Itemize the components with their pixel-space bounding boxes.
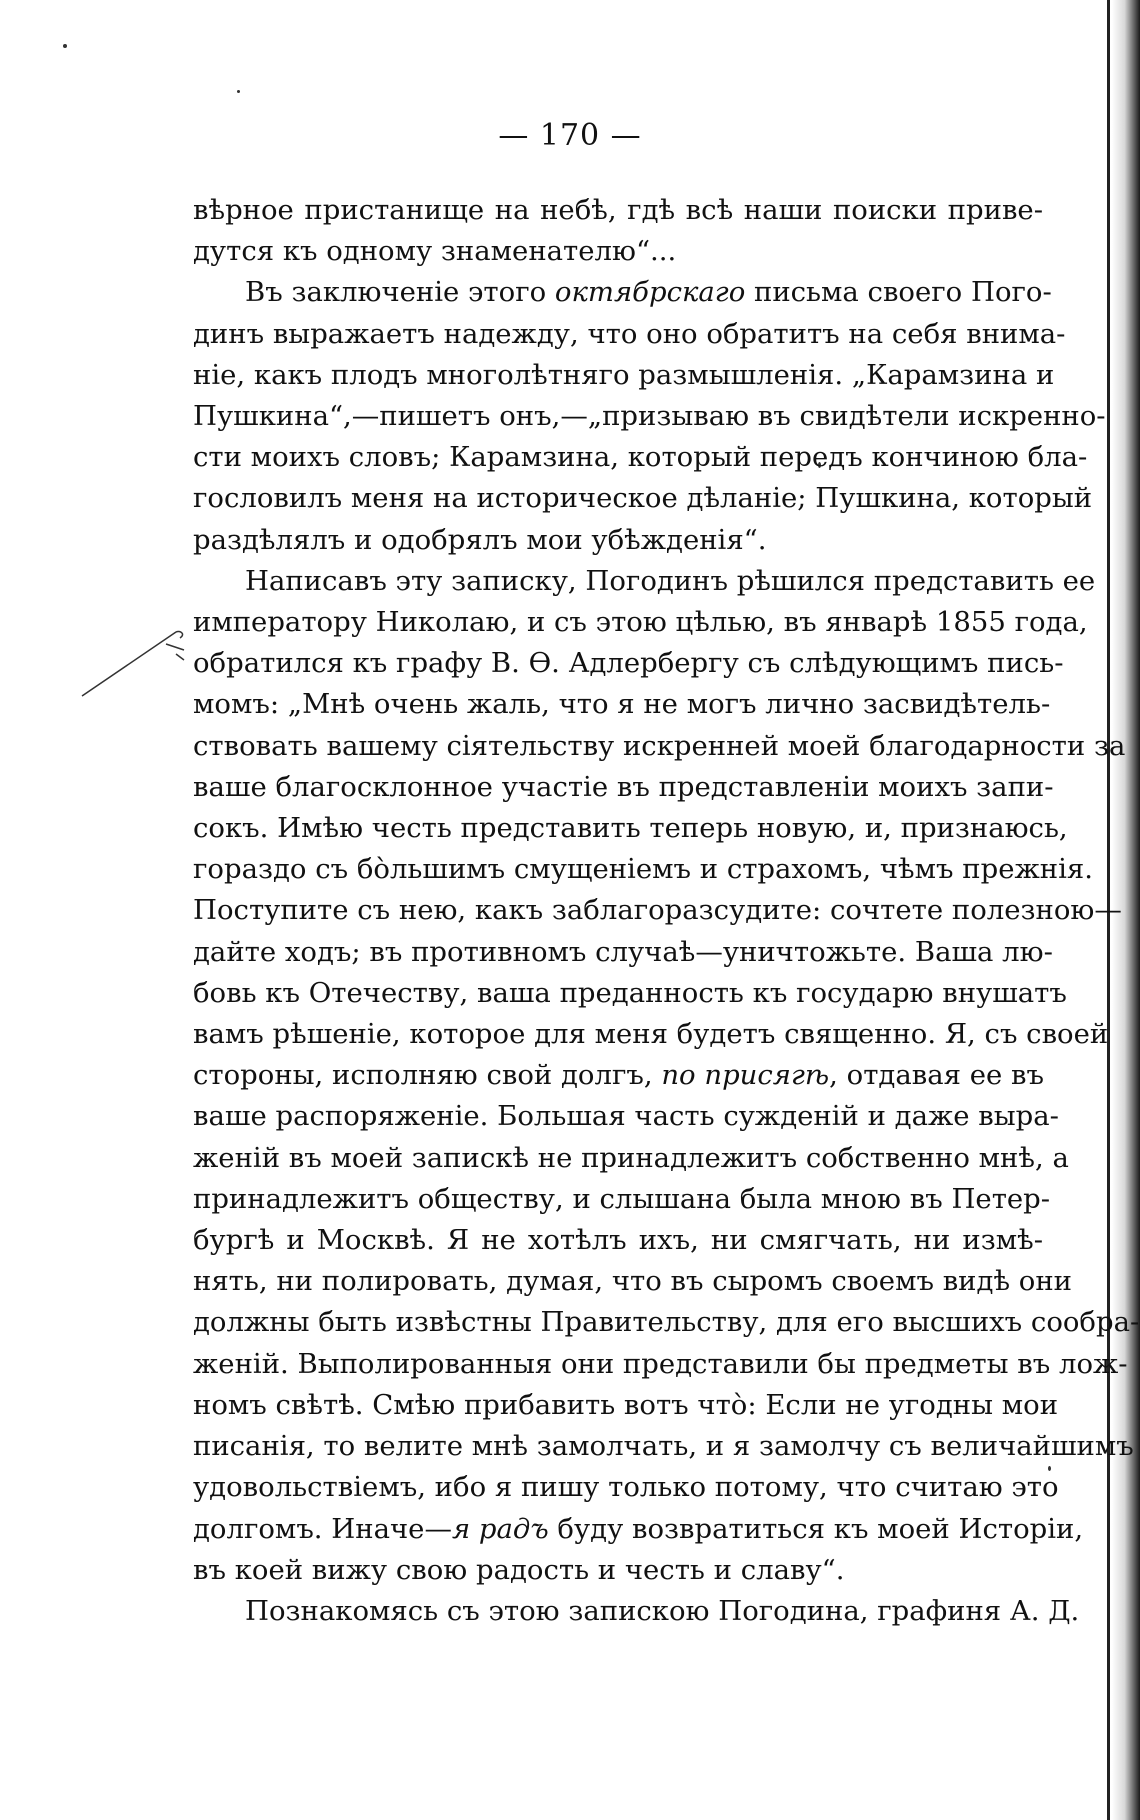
- text-segment: удовольствіемъ, ибо я пишу только потому, что считаю это: [193, 1471, 1059, 1504]
- text-line: [193, 890, 1122, 931]
- text-segment: обратился къ графу В. Ѳ. Адлербергу съ слѣдующимъ пись-: [193, 647, 1064, 680]
- text-line: [193, 643, 1064, 684]
- text-line: [193, 973, 1067, 1014]
- text-line: [193, 561, 1096, 602]
- text-segment: , отдавая ее въ: [829, 1059, 1044, 1092]
- text-segment: Въ заключеніе этого: [245, 276, 555, 309]
- text-line: [193, 437, 1088, 478]
- text-segment: гораздо съ бо̀льшимъ смущеніемъ и страхомъ, чѣмъ прежнія.: [193, 853, 1093, 886]
- scan-speck: [63, 44, 67, 48]
- text-segment: Познакомясь съ этою запискою Погодина, графиня А. Д.: [245, 1594, 1080, 1627]
- text-segment: принадлежитъ обществу, и слышана была мною въ Петер-: [193, 1182, 1051, 1215]
- text-segment: Написавъ эту записку, Погодинъ рѣшился представить ее: [245, 564, 1096, 597]
- scan-speck: [237, 90, 240, 93]
- text-segment: ніе, какъ плодъ многолѣтняго размышленія. „Карамзина и: [193, 358, 1055, 391]
- text-line: [193, 1220, 1043, 1261]
- text-segment: въ коей вижу свою радость и честь и славу“.: [193, 1553, 845, 1586]
- text-segment: гословилъ меня на историческое дѣланіе; Пушкина, который: [193, 482, 1093, 515]
- page-number: — 170 —: [498, 118, 642, 153]
- text-segment: сокъ. Имѣю честь представить теперь новую, и, признаюсь,: [193, 812, 1068, 845]
- text-line: [193, 808, 1068, 849]
- text-segment: ваше благосклонное участіе въ представленіи моихъ запи-: [193, 770, 1054, 803]
- margin-pencil-mark-icon: [80, 630, 190, 700]
- italic-phrase: я радъ: [451, 1512, 549, 1545]
- text-segment: женій. Выполированныя они представили бы предметы въ лож-: [193, 1347, 1128, 1380]
- text-line: [193, 1138, 1069, 1179]
- text-segment: писанія, то велите мнѣ замолчать, и я замолчу съ величайшимъ: [193, 1430, 1134, 1463]
- text-segment: ваше распоряженіе. Большая часть сужденій и даже выра-: [193, 1100, 1059, 1133]
- text-line: [193, 1344, 1128, 1385]
- text-line: [193, 1467, 1059, 1508]
- text-line: [193, 272, 1052, 313]
- text-segment: женій въ моей запискѣ не принадлежитъ собственно мнѣ, а: [193, 1141, 1069, 1174]
- text-segment: сти моихъ словъ; Карамзина, который передъ кончиною бла-: [193, 441, 1088, 474]
- text-segment: дайте ходъ; въ противномъ случаѣ—уничтожьте. Ваша лю-: [193, 935, 1053, 968]
- text-line: [193, 1055, 1043, 1096]
- text-line: [193, 602, 1088, 643]
- text-line: [193, 849, 1093, 890]
- italic-phrase: октябрскаго: [554, 276, 746, 309]
- text-line: [193, 478, 1093, 519]
- text-segment: ствовать вашему сіятельству искренней моей благодарности за: [193, 729, 1126, 762]
- text-line: [193, 190, 1043, 231]
- text-segment: стороны, исполняю свой долгъ,: [193, 1059, 662, 1092]
- text-segment: динъ выражаетъ надежду, что оно обратитъ на себя внима-: [193, 317, 1066, 350]
- text-line: [193, 1302, 1140, 1343]
- text-line: [193, 1550, 1043, 1591]
- text-line: [193, 1591, 1080, 1632]
- text-line: [193, 231, 1043, 272]
- text-line: [193, 1385, 1059, 1426]
- text-line: [193, 1096, 1059, 1137]
- text-line: [193, 314, 1066, 355]
- text-line: [193, 767, 1054, 808]
- text-segment: должны быть извѣстны Правительству, для его высшихъ сообра-: [193, 1306, 1140, 1339]
- text-segment: бовь къ Отечеству, ваша преданность къ государю внушатъ: [193, 976, 1067, 1009]
- text-segment: вѣрное пристанище на небѣ, гдѣ всѣ наши поиски приве-: [193, 194, 1043, 226]
- text-line: [193, 684, 1051, 725]
- text-line: [193, 396, 1106, 437]
- page-body-text: [193, 190, 1140, 1632]
- italic-phrase: по присягѣ: [661, 1059, 830, 1092]
- text-line: [193, 1179, 1051, 1220]
- text-segment: раздѣлялъ и одобрялъ мои убѣжденія“.: [193, 523, 767, 556]
- text-segment: императору Николаю, и съ этою цѣлью, въ январѣ 1855 года,: [193, 606, 1088, 639]
- text-line: [193, 1509, 1084, 1550]
- text-segment: вамъ рѣшеніе, которое для меня будетъ священно. Я, съ своей: [193, 1018, 1109, 1051]
- text-line: [193, 726, 1126, 767]
- text-line: [193, 355, 1055, 396]
- text-line: [193, 1014, 1109, 1055]
- text-segment: бургѣ и Москвѣ. Я не хотѣлъ ихъ, ни смягчать, ни измѣ-: [193, 1224, 1043, 1257]
- text-line: [193, 520, 1043, 561]
- text-line: [193, 1261, 1072, 1302]
- text-segment: письма своего Пого-: [745, 276, 1052, 309]
- text-segment: нять, ни полировать, думая, что въ сыромъ своемъ видѣ они: [193, 1265, 1072, 1298]
- text-segment: Поступите съ нею, какъ заблагоразсудите: сочтете полезною—: [193, 894, 1122, 927]
- text-line: [193, 932, 1053, 973]
- text-segment: буду возвратиться къ моей Исторіи,: [548, 1512, 1084, 1545]
- text-segment: номъ свѣтѣ. Смѣю прибавить вотъ что̀: Если не угодны мои: [193, 1388, 1059, 1421]
- text-segment: Пушкина“,—пишетъ онъ,—„призываю въ свидѣтели искренно-: [193, 400, 1106, 433]
- text-line: [193, 1426, 1134, 1467]
- text-segment: долгомъ. Иначе—: [193, 1512, 452, 1545]
- text-segment: момъ: „Мнѣ очень жаль, что я не могъ лично засвидѣтель-: [193, 688, 1051, 721]
- text-segment: дутся къ одному знаменателю“...: [193, 235, 677, 268]
